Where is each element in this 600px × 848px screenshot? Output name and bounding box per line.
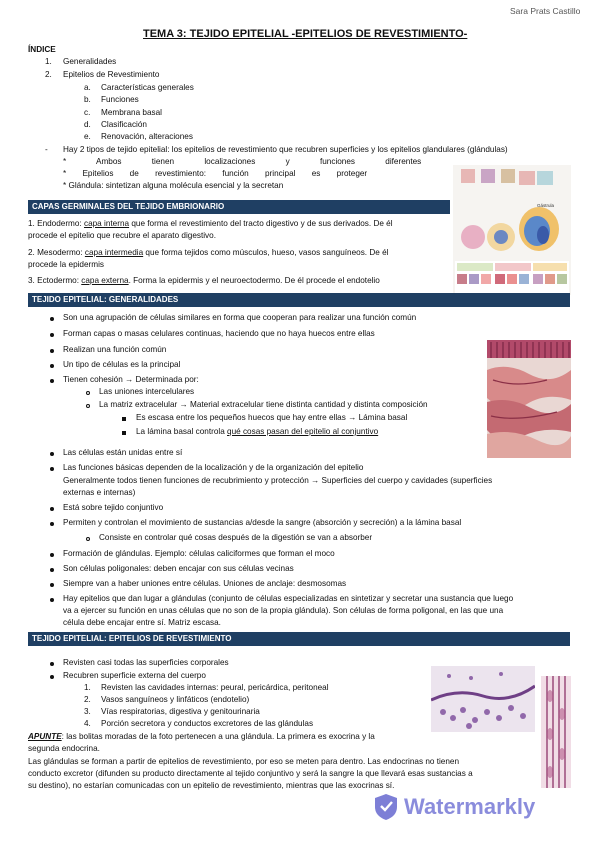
gen-subbullet: Las uniones intercelulares — [99, 387, 195, 396]
index-item-num: 1. — [45, 57, 52, 66]
dash-marker: - — [45, 145, 48, 154]
epi-paragraph: Las glándulas se forman a partir de epitelios de revestimiento, por eso se meten para dentro. Las endocrinas no tienen — [28, 757, 460, 766]
page-title: TEMA 3: TEJIDO EPITELIAL -EPITELIOS DE REVESTIMIENTO- — [143, 28, 468, 40]
epi-bullet: Recubren superficie externa del cuerpo — [63, 671, 206, 680]
index-item-num: 2. — [45, 70, 52, 79]
bullet-marker — [50, 553, 54, 557]
intro-text — [63, 169, 367, 179]
bullet-marker — [50, 675, 54, 679]
square-marker — [122, 417, 126, 421]
gen-bullet-cont: célula debe encajar entre sí. Matriz escasa. — [63, 618, 221, 627]
bullet-marker — [50, 583, 54, 587]
gen-bullet: Permiten y controlan el movimiento de sustancias a/desde la sangre (absorción y secreción) a la lámina basal — [63, 518, 462, 527]
gen-bullet: Son células poligonales: deben encajar con sus células vecinas — [63, 564, 294, 573]
gen-bullet: Forman capas o masas celulares continuas, haciendo que no haya huecos entre ellas — [63, 329, 375, 338]
gen-bullet: Hay epitelios que dan lugar a glándulas (conjunto de células especializadas en sintetizar y secretar una sustancia que luego — [63, 594, 514, 603]
bullet-marker — [50, 662, 54, 666]
gland-histology-photo — [431, 666, 535, 732]
intro-text: * Glándula: sintetizan alguna molécula esencial y la secretan — [63, 181, 284, 190]
index-subitem-num: d. — [84, 120, 91, 129]
bullet-marker — [50, 522, 54, 526]
circle-marker — [86, 404, 90, 408]
circle-marker — [86, 391, 90, 395]
index-subitem: Membrana basal — [101, 108, 162, 117]
intro-line: * Ambos tienen localizaciones y funciones diferentes — [63, 157, 422, 166]
circle-marker — [86, 537, 90, 541]
gen-bullet: Las células están unidas entre sí — [63, 448, 183, 457]
shield-icon — [373, 793, 399, 821]
square-marker — [122, 431, 126, 435]
gen-bullet: Un tipo de células es la principal — [63, 360, 181, 369]
gen-bullet: Son una agrupación de células similares en forma que cooperan para realizar una función común — [63, 313, 417, 322]
section-header-capas: CAPAS GERMINALES DEL TEJIDO EMBRIONARIO — [28, 200, 450, 214]
gen-bullet: Las funciones básicas dependen de la localización y de la organización del epitelio — [63, 463, 364, 472]
gen-bullet: Tienen cohesión → Determinada por: — [63, 375, 199, 384]
index-subitem-num: b. — [84, 95, 91, 104]
epi-numbered-item: Revisten las cavidades internas: peural, pericárdica, peritoneal — [101, 683, 329, 692]
epi-bullet: Revisten casi todas las superficies corporales — [63, 658, 229, 667]
index-subitem-num: c. — [84, 108, 91, 117]
epi-numbered-item: Vías respiratorias, digestiva y genitourinaria — [101, 707, 260, 716]
gen-subbullet: Consiste en controlar qué cosas después de la digestión se van a absorber — [99, 533, 373, 542]
index-heading: ÍNDICE — [28, 45, 56, 54]
index-subitem: Renovación, alteraciones — [101, 132, 193, 141]
section-header-generalidades: TEJIDO EPITELIAL: GENERALIDADES — [28, 293, 570, 307]
apunte-note: APUNTE: las bolitas moradas de la foto pertenecen a una glándula. La primera es exocrina y la — [28, 732, 375, 741]
bullet-marker — [50, 568, 54, 572]
gen-subbullet: La matriz extracelular → Material extracelular tiene distinta cantidad y distinta composición — [99, 400, 428, 409]
index-subitem: Clasificación — [101, 120, 147, 129]
watermark-logo — [373, 793, 399, 826]
bullet-marker — [50, 467, 54, 471]
index-subitem: Características generales — [101, 83, 194, 92]
gen-subsubbullet: La lámina basal controla qué cosas pasan del epitelio al conjuntivo — [136, 427, 379, 436]
epi-num: 4. — [84, 719, 91, 728]
bullet-marker — [50, 598, 54, 602]
capas-mesodermo: 2. Mesodermo: capa intermedia que forma tejidos como músculos, hueso, vasos sanguíneos. De él — [28, 248, 389, 257]
gen-bullet: Siempre van a haber uniones entre células. Uniones de anclaje: desmosomas — [63, 579, 347, 588]
figure-label-gastrula: Gástrula — [537, 203, 555, 208]
epi-numbered-item: Porción secretora y conductos excretores de las glándulas — [101, 719, 314, 728]
section-header-epitelios: TEJIDO EPITELIAL: EPITELIOS DE REVESTIMIENTO — [28, 632, 570, 646]
gen-subsubbullet: Es escasa entre los pequeños huecos que hay entre ellas → Lámina basal — [136, 413, 408, 422]
index-subitem-num: a. — [84, 83, 91, 92]
bullet-marker — [50, 333, 54, 337]
epi-num: 3. — [84, 707, 91, 716]
epi-num: 2. — [84, 695, 91, 704]
bullet-marker — [50, 507, 54, 511]
bullet-marker — [50, 317, 54, 321]
epi-paragraph: su destino), no estarían comunicadas con un epitelio de revestimiento, mientras que las exocrinas sí. — [28, 781, 395, 790]
apunte-note-cont: segunda endocrina. — [28, 744, 100, 753]
epi-num: 1. — [84, 683, 91, 692]
gen-bullet: Está sobre tejido conjuntivo — [63, 503, 164, 512]
index-item-epitelios: Epitelios de Revestimiento — [63, 70, 160, 79]
bullet-marker — [50, 364, 54, 368]
watermark-text: Watermarkly — [404, 794, 536, 819]
index-subitem-num: e. — [84, 132, 91, 141]
glandular-epithelium-photo — [541, 676, 571, 788]
author-name: Sara Prats Castillo — [510, 6, 581, 16]
epi-numbered-item: Vasos sanguíneos y linfáticos (endotelio) — [101, 695, 250, 704]
embryo-germ-layers-figure — [453, 165, 571, 295]
bullet-marker — [50, 452, 54, 456]
gen-bullet-cont: externas e internas) — [63, 488, 136, 497]
intro-line: * Epitelios de revestimiento: función principal es proteger — [63, 169, 368, 178]
index-subitem: Funciones — [101, 95, 139, 104]
gen-bullet: Realizan una función común — [63, 345, 167, 354]
gen-bullet: Formación de glándulas. Ejemplo: células caliciformes que forman el moco — [63, 549, 335, 558]
capas-endodermo-cont: procede el epitelio que recubre el aparato digestivo. — [28, 231, 216, 240]
gen-bullet-cont: va a ejercer su función en unas células que no son de la propia glándula). Son células de forma poligonal, en las que una — [63, 606, 504, 615]
gen-bullet-cont: Generalmente todos tienen funciones de recubrimiento y protección → Superficies del cuerpo y cavidades (superficies — [63, 476, 493, 485]
index-item-generalidades: Generalidades — [63, 57, 117, 66]
epithelium-histology-photo — [487, 340, 571, 458]
capas-mesodermo-cont: procede la epidermis — [28, 260, 105, 269]
intro-text — [63, 157, 443, 167]
bullet-marker — [50, 379, 54, 383]
epi-paragraph: conducto excretor (difunden su producto directamente al tejido conjuntivo y será la sangre la que llevará esas sustancias a — [28, 769, 473, 778]
intro-text: Hay 2 tipos de tejido epitelial: los epitelios de revestimiento que recubren superficies y los epitelios glandulares (glándulas) — [63, 145, 508, 154]
capas-ectodermo: 3. Ectodermo: capa externa. Forma la epidermis y el neuroectodermo. De él procede el endotelio — [28, 276, 380, 285]
bullet-marker — [50, 349, 54, 353]
capas-endodermo: 1. Endodermo: capa interna que forma el revestimiento del tracto digestivo y de sus derivados. De él — [28, 219, 393, 228]
